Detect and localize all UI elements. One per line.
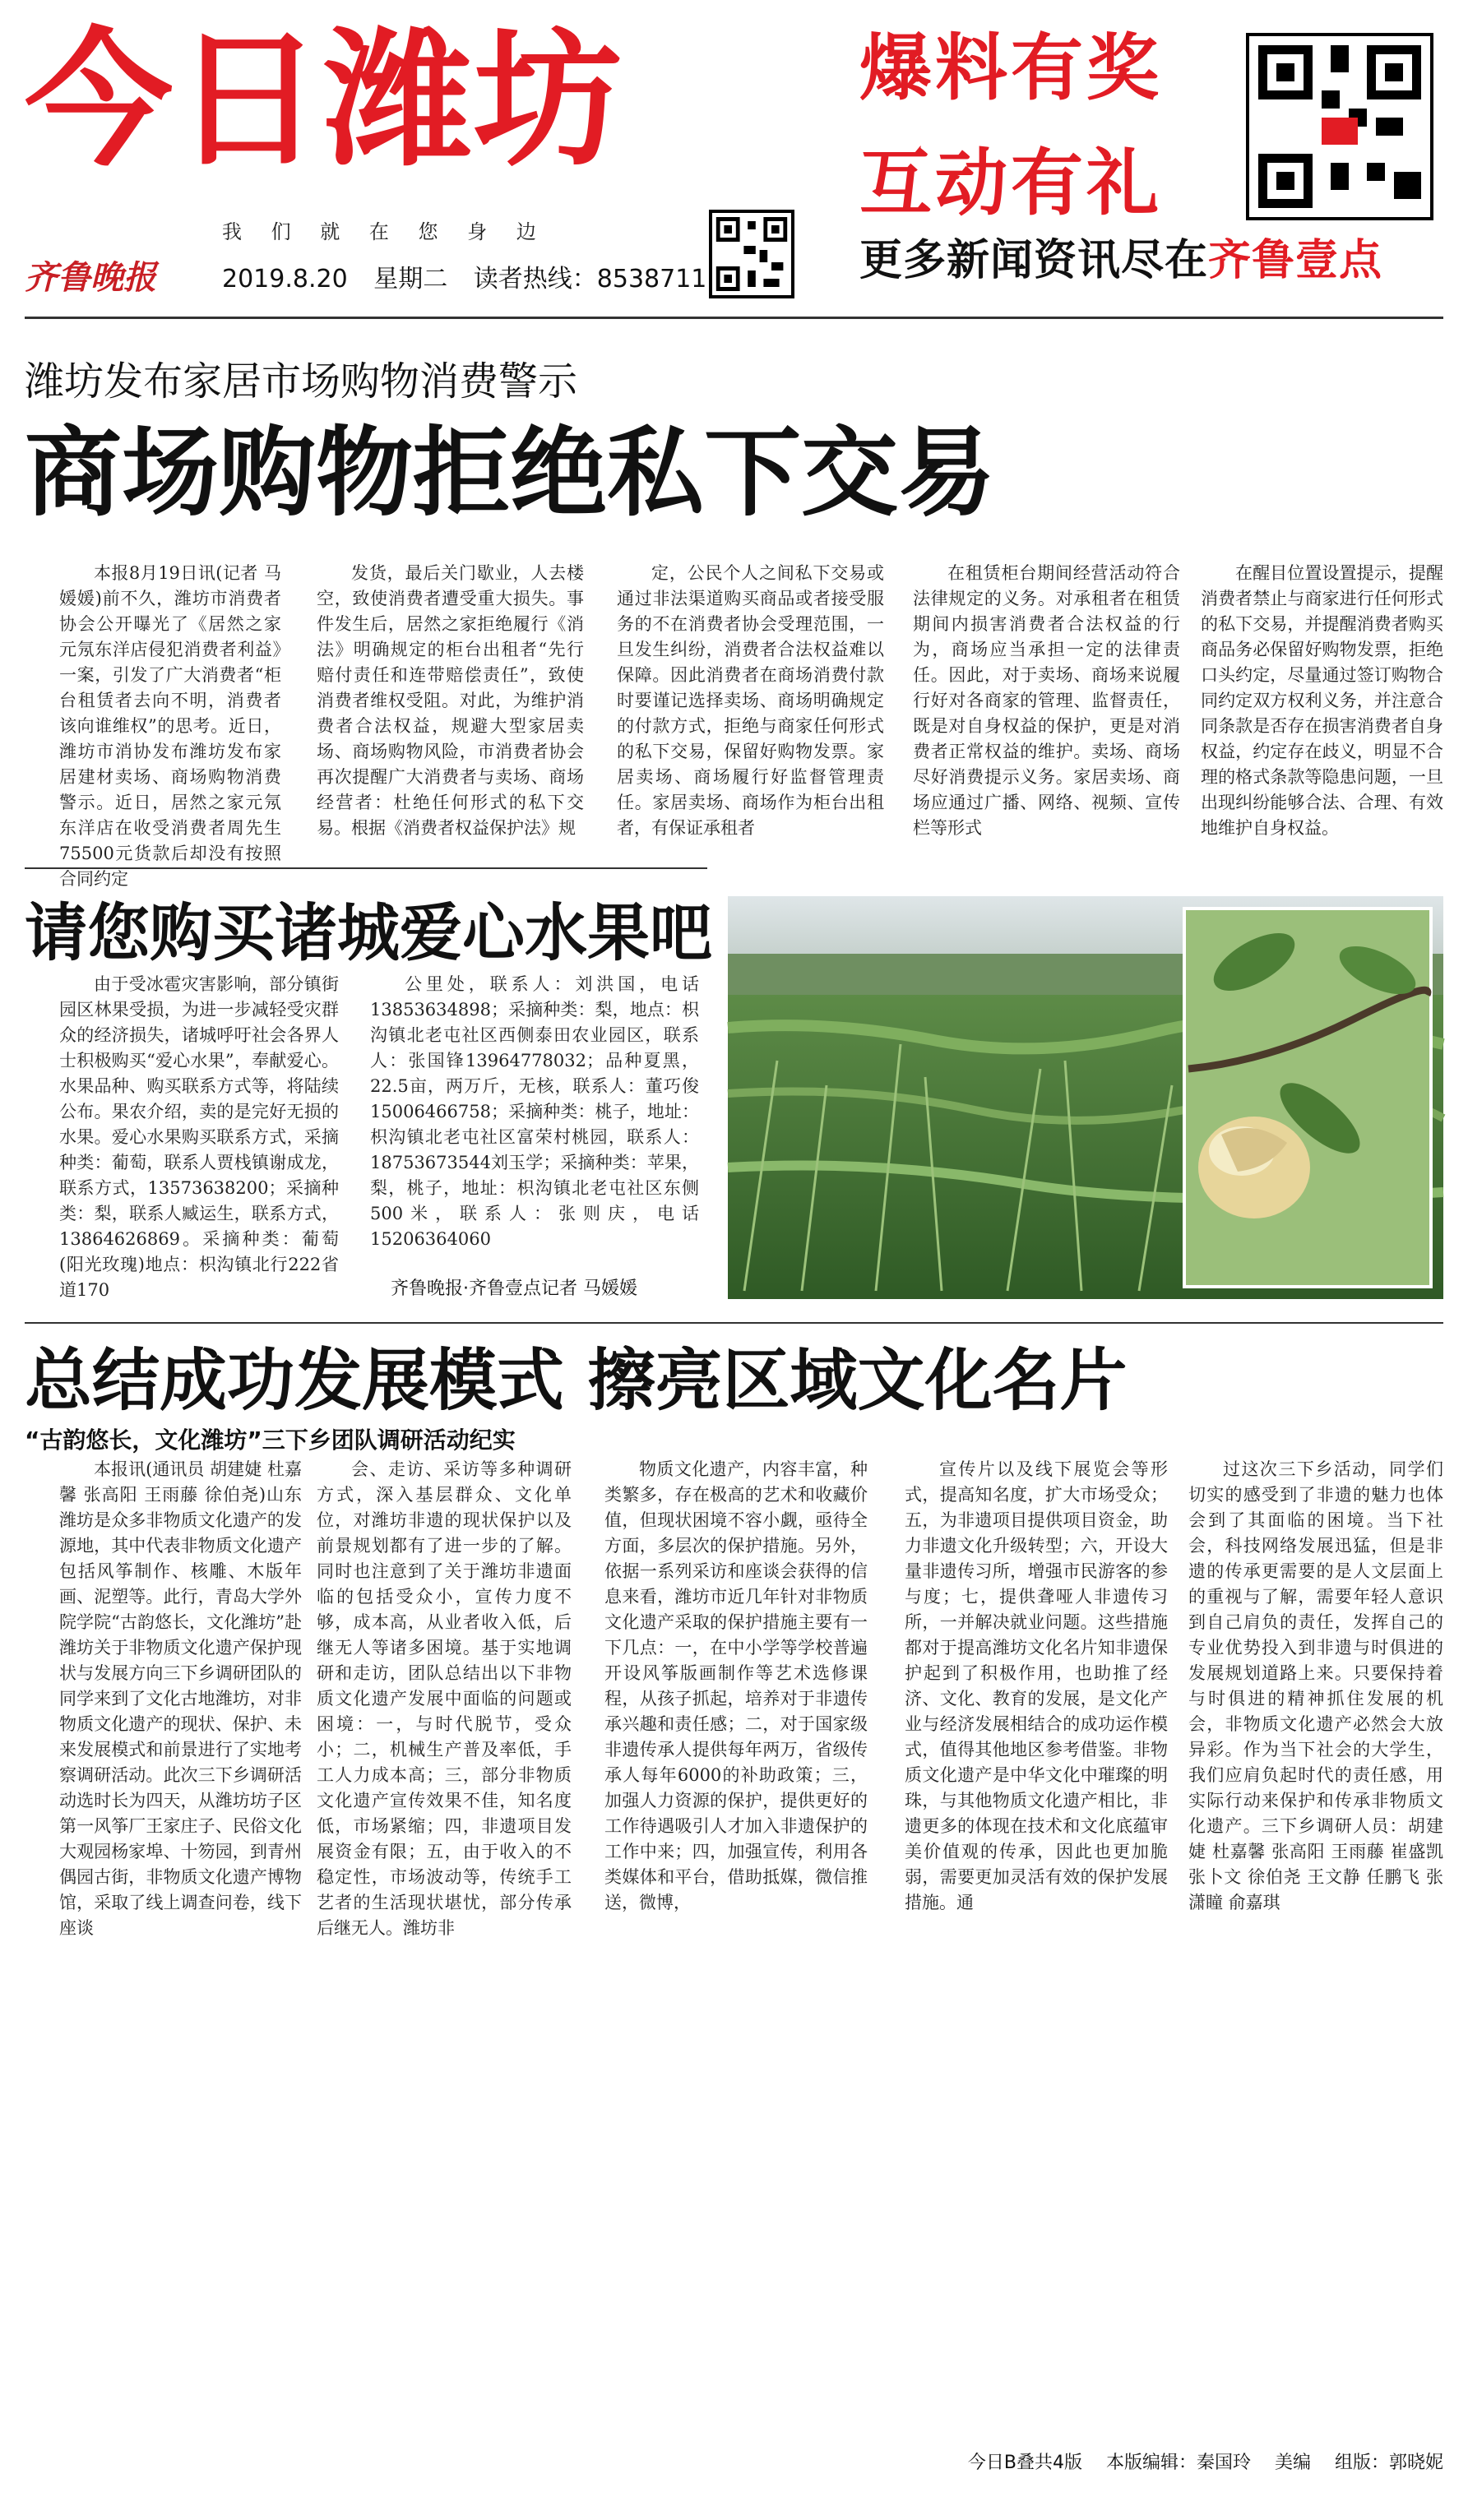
article2-byline: 齐鲁晚报·齐鲁壹点记者 马媛媛 bbox=[391, 1278, 637, 1299]
article3-column-5: 过这次三下乡活动，同学们切实的感受到了非遗的魅力也体会到了其面临的困境。当下社会，科技网络发展迅猛，但是非遗的传承更需要的是人文层面上的重视与了解，需要年轻人意识到自己肩负的责任，发挥自己的专业优势投入到非遗与时俱进的发展规划道路上来。只要保持着与时俱进的精神抓住发展的机会，非物质文化遗产必然会大放异彩。作为当下社会的大学生，我们应肩负起时代的责任感，用实际行动来保护和传承非物质文化遗产。三下乡调研人员：胡建婕 杜嘉馨 张高阳 王雨藤 崔盛凯 张卜文 徐伯尧 王文静 任鹏飞 张潇瞳 俞嘉琪 bbox=[1188, 1459, 1443, 1912]
orchard-photo bbox=[728, 896, 1443, 1299]
qr-code-large-icon[interactable] bbox=[1246, 33, 1433, 220]
reader-hotline: 读者热线：8538711 bbox=[473, 265, 707, 294]
article3-column-4: 宣传片以及线下展览会等形式，提高知名度，扩大市场受众；五，为非遗项目提供项目资金，助力非遗文化升级转型；六，开设大量非遗传习所，增强市民游客的参与度；七，提供聋哑人非遗传习所，一并解决就业问题。这些措施都对于提高潍坊文化名片知非遗保护起到了积极作用，也助推了经济、文化、教育的发展，是文化产业与经济发展相结合的成功运作模式，值得其他地区参考借鉴。非物质文化遗产是中华文化中璀璨的明珠，与其他物质文化遗产相比，非遗更多的体现在技术和文化底蕴审美价值观的传承，因此也更加脆弱，需要更加灵活有效的保护发展措施。通 bbox=[905, 1459, 1168, 1912]
dateline bbox=[222, 258, 725, 294]
masthead-rule bbox=[25, 317, 1443, 319]
article3-column-2: 会、走访、采访等多种调研方式，深入基层群众、文化单位，对潍坊非遗的现状保护以及前景规划都有了进一步的了解。同时也注意到了关于潍坊非遗面临的包括受众小，宣传力度不够，成本高，从业者收入低，后继无人等诸多困境。基于实地调研和走访，团队总结出以下非物质文化遗产发展中面临的问题或困境：一，与时代脱节，受众小；二，机械生产普及率低，手工人力成本高；三，部分非物质文化遗产宣传效果不佳，知名度低，市场紧缩；四，非遗项目发展资金有限；五，由于收入的不稳定性，市场波动等，传统手工艺者的生活现状堪忧，部分传承后继无人。潍坊非 bbox=[317, 1459, 572, 1938]
footer-section: 今日B叠共4版 bbox=[967, 2453, 1082, 2473]
promo-brand: 齐鲁壹点 bbox=[1208, 236, 1383, 285]
article3-column-3: 物质文化遗产，内容丰富，种类繁多，存在极高的艺术和收藏价值，但现状困境不容小觑，亟待全方面，多层次的保护措施。另外，依据一系列采访和座谈会获得的信息来看，潍坊市近几年针对非物质文化遗产采取的保护措施主要有一下几点：一，在中小学等学校普遍开设风筝版画制作等艺术选修课程，从孩子抓起，培养对于非遗传承兴趣和责任感；二，对于国家级非遗传承人提供每年两万，省级传承人每年6000的补助政策；三，加强人力资源的保护，提供更好的工作待遇吸引人才加入非遗保护的工作中来；四，加强宣传，利用各类媒体和平台，借助抵媒，微信推送，微博， bbox=[604, 1459, 868, 1912]
article2-rule bbox=[25, 1322, 1443, 1324]
article2-headline: 请您购买诸城爱心水果吧 bbox=[25, 896, 712, 969]
article1-column-2: 发货，最后关门歇业，人去楼空，致使消费者遭受重大损失。事件发生后，居然之家拒绝履行《消法》明确规定的柜台出租者“先行赔付责任和连带赔偿责任”，致使消费者维权受阻。对此，为维护消费者合法权益，规避大型家居卖场、商场购物风险，市消费者协会再次提醒广大消费者与卖场、商场经营者：杜绝任何形式的私下交易。根据《消费者权益保护法》规 bbox=[317, 563, 584, 838]
footer-editor: 本版编辑：秦国玲 bbox=[1105, 2453, 1251, 2473]
page-footer bbox=[950, 2448, 1443, 2474]
footer-designer: 美编 bbox=[1274, 2453, 1311, 2473]
article1-column-5: 在醒目位置设置提示，提醒消费者禁止与商家进行任何形式的私下交易，并提醒消费者购买商品务必保留好购物发票，拒绝口头约定，尽量通过签订购物合同约定双方权利义务，并注意合同条款是否存在损害消费者自身权益，约定存在歧义，明显不合理的格式条款等隐患问题，一旦出现纠纷能够合法、合理、有效地维护自身权益。 bbox=[1201, 563, 1443, 838]
footer-proof: 组版：郭晓妮 bbox=[1334, 2453, 1443, 2473]
weekday: 星期二 bbox=[373, 265, 448, 294]
article1-column-1: 本报8月19日讯(记者 马媛媛)前不久，潍坊市消费者协会公开曝光了《居然之家元氖东洋店侵犯消费者利益》一案，引发了广大消费者“柜台租赁者去向不明，消费者该向谁维权”的思考。近日，潍坊市消协发布潍坊发布家居建材卖场、商场购物消费警示。近日，居然之家元氖东洋店在收受消费者周先生75500元货款后却没有按照合同约定 bbox=[59, 563, 281, 889]
promo-line-1: 爆料有奖 bbox=[859, 25, 1163, 110]
paper-logo: 齐鲁晚报 bbox=[25, 258, 156, 297]
article2-column-1: 由于受冰雹灾害影响，部分镇街园区林果受损，为进一步减轻受灾群众的经济损失，诸城呼吁社会各界人士积极购买“爱心水果”，奉献爱心。水果品种、购买联系方式等，将陆续公布。果农介绍，卖的是完好无损的水果。爱心水果购买联系方式，采摘种类：葡萄，联系人贾栈镇谢成龙，联系方式，13573638200；采摘种类：梨，联系人臧运生，联系方式，13864626869。采摘种类：葡萄(阳光玫瑰)地点：枳沟镇北行222省道170 bbox=[59, 974, 339, 1300]
issue-date: 2019.8.20 bbox=[222, 265, 348, 294]
article1-column-4: 在租赁柜台期间经营活动符合法律规定的义务。对承租者在租赁期间内损害消费者合法权益的行为，商场应当承担一定的法律责任。因此，对于卖场、商场来说履行好对各商家的管理、监督责任，既是对自身权益的保护，更是对消费者正常权益的维护。卖场、商场尽好消费提示义务。家居卖场、商场应通过广播、网络、视频、宣传栏等形式 bbox=[913, 563, 1180, 838]
tagline: 我 们 就 在 您 身 边 bbox=[222, 220, 548, 243]
promo-line-3: 更多新闻资讯尽在齐鲁壹点 bbox=[859, 236, 1383, 285]
article3-column-1: 本报讯(通讯员 胡建婕 杜嘉馨 张高阳 王雨藤 徐伯尧)山东潍坊是众多非物质文化遗产的发源地，其中代表非物质文化遗产包括风筝制作、核雕、木版年画、泥塑等。此行，青岛大学外院学院“古韵悠长，文化潍坊”赴潍坊关于非物质文化遗产保护现状与发展方向三下乡调研团队的同学来到了文化古地潍坊，对非物质文化遗产的现状、保护、未来发展模式和前景进行了实地考察调研活动。此次三下乡调研活动选时长为四天，从潍坊坊子区第一风筝厂王家庄子、民俗文化大观园杨家埠、十笏园，到青州偶园古街，非物质文化遗产博物馆，采取了线上调查问卷，线下座谈 bbox=[59, 1459, 302, 1938]
qr-code-icon[interactable] bbox=[709, 210, 794, 298]
article2-column-2: 公里处，联系人：刘洪国，电话13853634898；采摘种类：梨，地点：枳沟镇北老屯社区西侧泰田农业园区，联系人：张国锋13964778032；品种夏黑，22.5亩，两万斤，无核，联系人：董巧俊15006466758；采摘种类：桃子，地址：枳沟镇北老屯社区富荣村桃园，联系人：18753673544刘玉学；采摘种类：苹果，梨，桃子，地址：枳沟镇北老屯社区东侧500米，联系人：张则庆，电话15206364060 bbox=[370, 974, 699, 1249]
article1-column-3: 定，公民个人之间私下交易或通过非法渠道购买商品或者接受服务的不在消费者协会受理范围，一旦发生纠纷，消费者合法权益难以保障。因此消费者在商场消费付款时要谨记选择卖场、商场明确规定的付款方式，拒绝与商家任何形式的私下交易，保留好购物发票。家居卖场、商场履行好监督管理责任。家居卖场、商场作为柜台出租者，有保证承租者 bbox=[617, 563, 884, 838]
article1-kicker: 潍坊发布家居市场购物消费警示 bbox=[25, 358, 578, 405]
promo-line-2: 互动有礼 bbox=[859, 141, 1163, 225]
article1-rule bbox=[25, 867, 707, 869]
article3-subhead: “古韵悠长，文化潍坊”三下乡团队调研活动纪实 bbox=[25, 1426, 516, 1454]
article1-headline: 商场购物拒绝私下交易 bbox=[25, 416, 996, 529]
article3-headline: 总结成功发展模式 擦亮区域文化名片 bbox=[25, 1342, 1128, 1420]
masthead-title: 今日潍坊 bbox=[25, 15, 624, 187]
